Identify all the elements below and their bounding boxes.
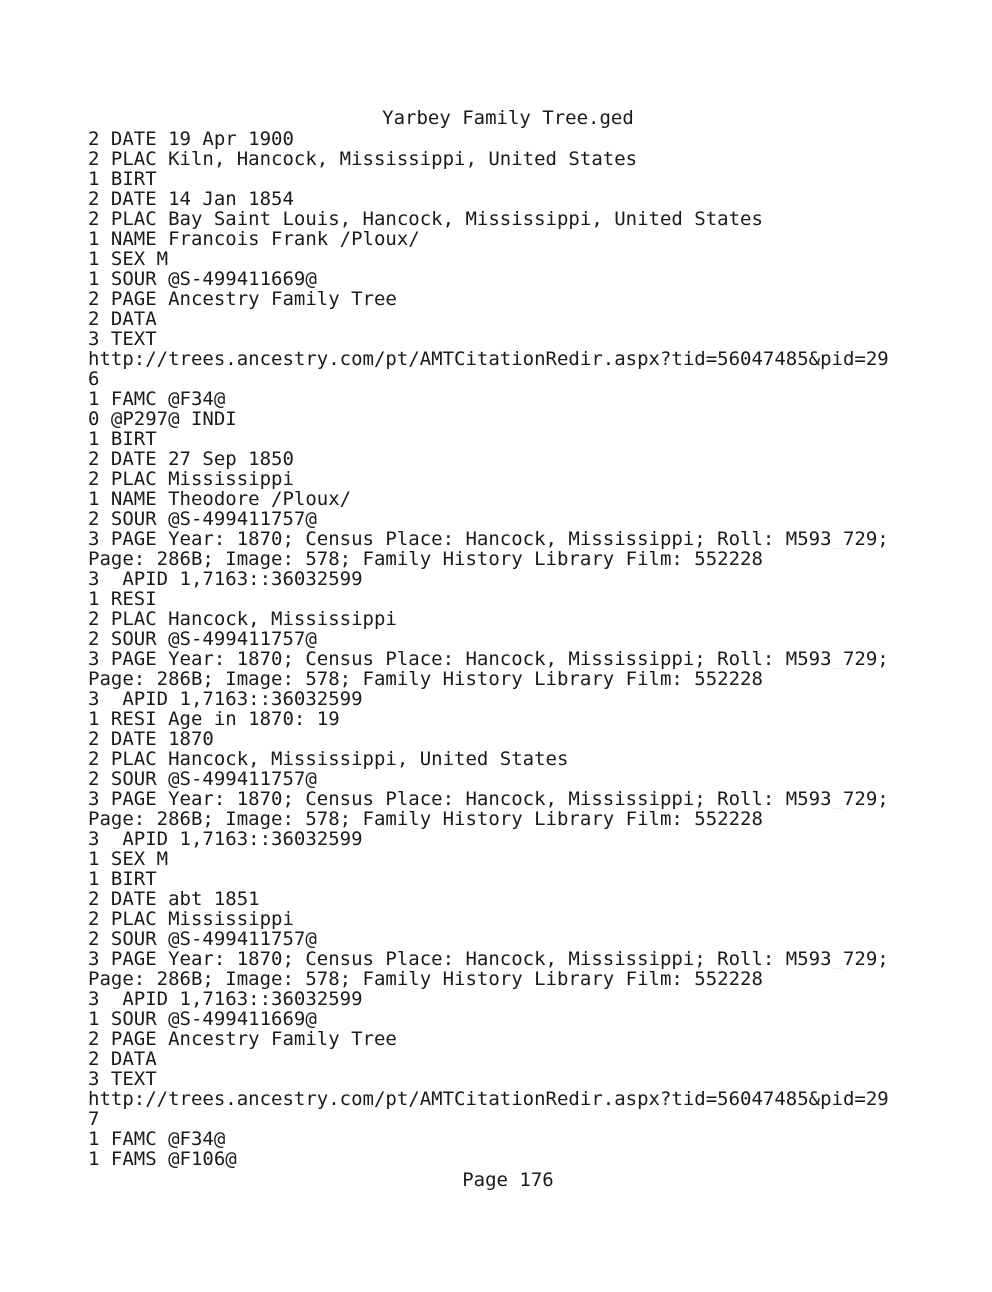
ged-line: 3 PAGE Year: 1870; Census Place: Hancock, Mississippi; Roll: M593_729; (88, 949, 889, 969)
page-title: Yarbey Family Tree.ged (382, 107, 634, 129)
ged-line: 3 PAGE Year: 1870; Census Place: Hancock, Mississippi; Roll: M593_729; (88, 649, 889, 669)
ged-line: 3 TEXT (88, 1069, 157, 1089)
page-footer: Page 176 (462, 1169, 554, 1191)
ged-line: 1 RESI Age in 1870: 19 (88, 709, 340, 729)
ged-line: 3 _APID 1,7163::36032599 (88, 829, 363, 849)
ged-line: http://trees.ancestry.com/pt/AMTCitationRedir.aspx?tid=56047485&pid=29 (88, 349, 889, 369)
ged-line: 2 PAGE Ancestry Family Tree (88, 1029, 397, 1049)
ged-line: 2 SOUR @S-499411757@ (88, 929, 317, 949)
ged-line: 1 SOUR @S-499411669@ (88, 269, 317, 289)
ged-line: 3 PAGE Year: 1870; Census Place: Hancock, Mississippi; Roll: M593_729; (88, 529, 889, 549)
ged-line: 2 PLAC Mississippi (88, 469, 294, 489)
ged-line: 6 (88, 369, 100, 389)
ged-line: http://trees.ancestry.com/pt/AMTCitationRedir.aspx?tid=56047485&pid=29 (88, 1089, 889, 1109)
ged-content (88, 129, 968, 1169)
ged-line: 1 FAMC @F34@ (88, 389, 226, 409)
ged-line: 2 DATA (88, 309, 157, 329)
ged-line: 2 DATA (88, 1049, 157, 1069)
ged-line: 2 PLAC Hancock, Mississippi (88, 609, 397, 629)
ged-line: 1 BIRT (88, 869, 157, 889)
ged-line: 2 SOUR @S-499411757@ (88, 769, 317, 789)
ged-line: 3 PAGE Year: 1870; Census Place: Hancock, Mississippi; Roll: M593_729; (88, 789, 889, 809)
ged-line: 2 SOUR @S-499411757@ (88, 509, 317, 529)
ged-line: 2 PLAC Kiln, Hancock, Mississippi, United States (88, 149, 638, 169)
ged-line: 2 PLAC Hancock, Mississippi, United States (88, 749, 569, 769)
ged-line: 2 PAGE Ancestry Family Tree (88, 289, 397, 309)
ged-line: 0 @P297@ INDI (88, 409, 237, 429)
ged-line: 1 SEX M (88, 849, 169, 869)
ged-line: 3 _APID 1,7163::36032599 (88, 689, 363, 709)
ged-line: 1 FAMC @F34@ (88, 1129, 226, 1149)
ged-line: 7 (88, 1109, 100, 1129)
ged-line: 3 _APID 1,7163::36032599 (88, 989, 363, 1009)
ged-line: 1 RESI (88, 589, 157, 609)
ged-line: 1 SEX M (88, 249, 169, 269)
ged-line: 3 _APID 1,7163::36032599 (88, 569, 363, 589)
ged-line: 2 PLAC Bay Saint Louis, Hancock, Mississippi, United States (88, 209, 763, 229)
ged-line: 2 PLAC Mississippi (88, 909, 294, 929)
ged-line: 1 FAMS @F106@ (88, 1149, 237, 1169)
ged-line: 2 DATE 14 Jan 1854 (88, 189, 294, 209)
ged-line: 1 BIRT (88, 169, 157, 189)
ged-line: 1 SOUR @S-499411669@ (88, 1009, 317, 1029)
ged-line: 1 NAME Theodore /Ploux/ (88, 489, 352, 509)
ged-line: Page: 286B; Image: 578; Family History Library Film: 552228 (88, 549, 763, 569)
ged-line: 1 BIRT (88, 429, 157, 449)
ged-line: 1 NAME Francois Frank /Ploux/ (88, 229, 420, 249)
ged-line: 2 DATE 19 Apr 1900 (88, 129, 294, 149)
ged-line: Page: 286B; Image: 578; Family History Library Film: 552228 (88, 809, 763, 829)
ged-line: 2 DATE abt 1851 (88, 889, 260, 909)
ged-line: 2 DATE 27 Sep 1850 (88, 449, 294, 469)
ged-line: 3 TEXT (88, 329, 157, 349)
ged-line: Page: 286B; Image: 578; Family History Library Film: 552228 (88, 669, 763, 689)
ged-line: 2 SOUR @S-499411757@ (88, 629, 317, 649)
ged-line: Page: 286B; Image: 578; Family History Library Film: 552228 (88, 969, 763, 989)
ged-line: 2 DATE 1870 (88, 729, 214, 749)
